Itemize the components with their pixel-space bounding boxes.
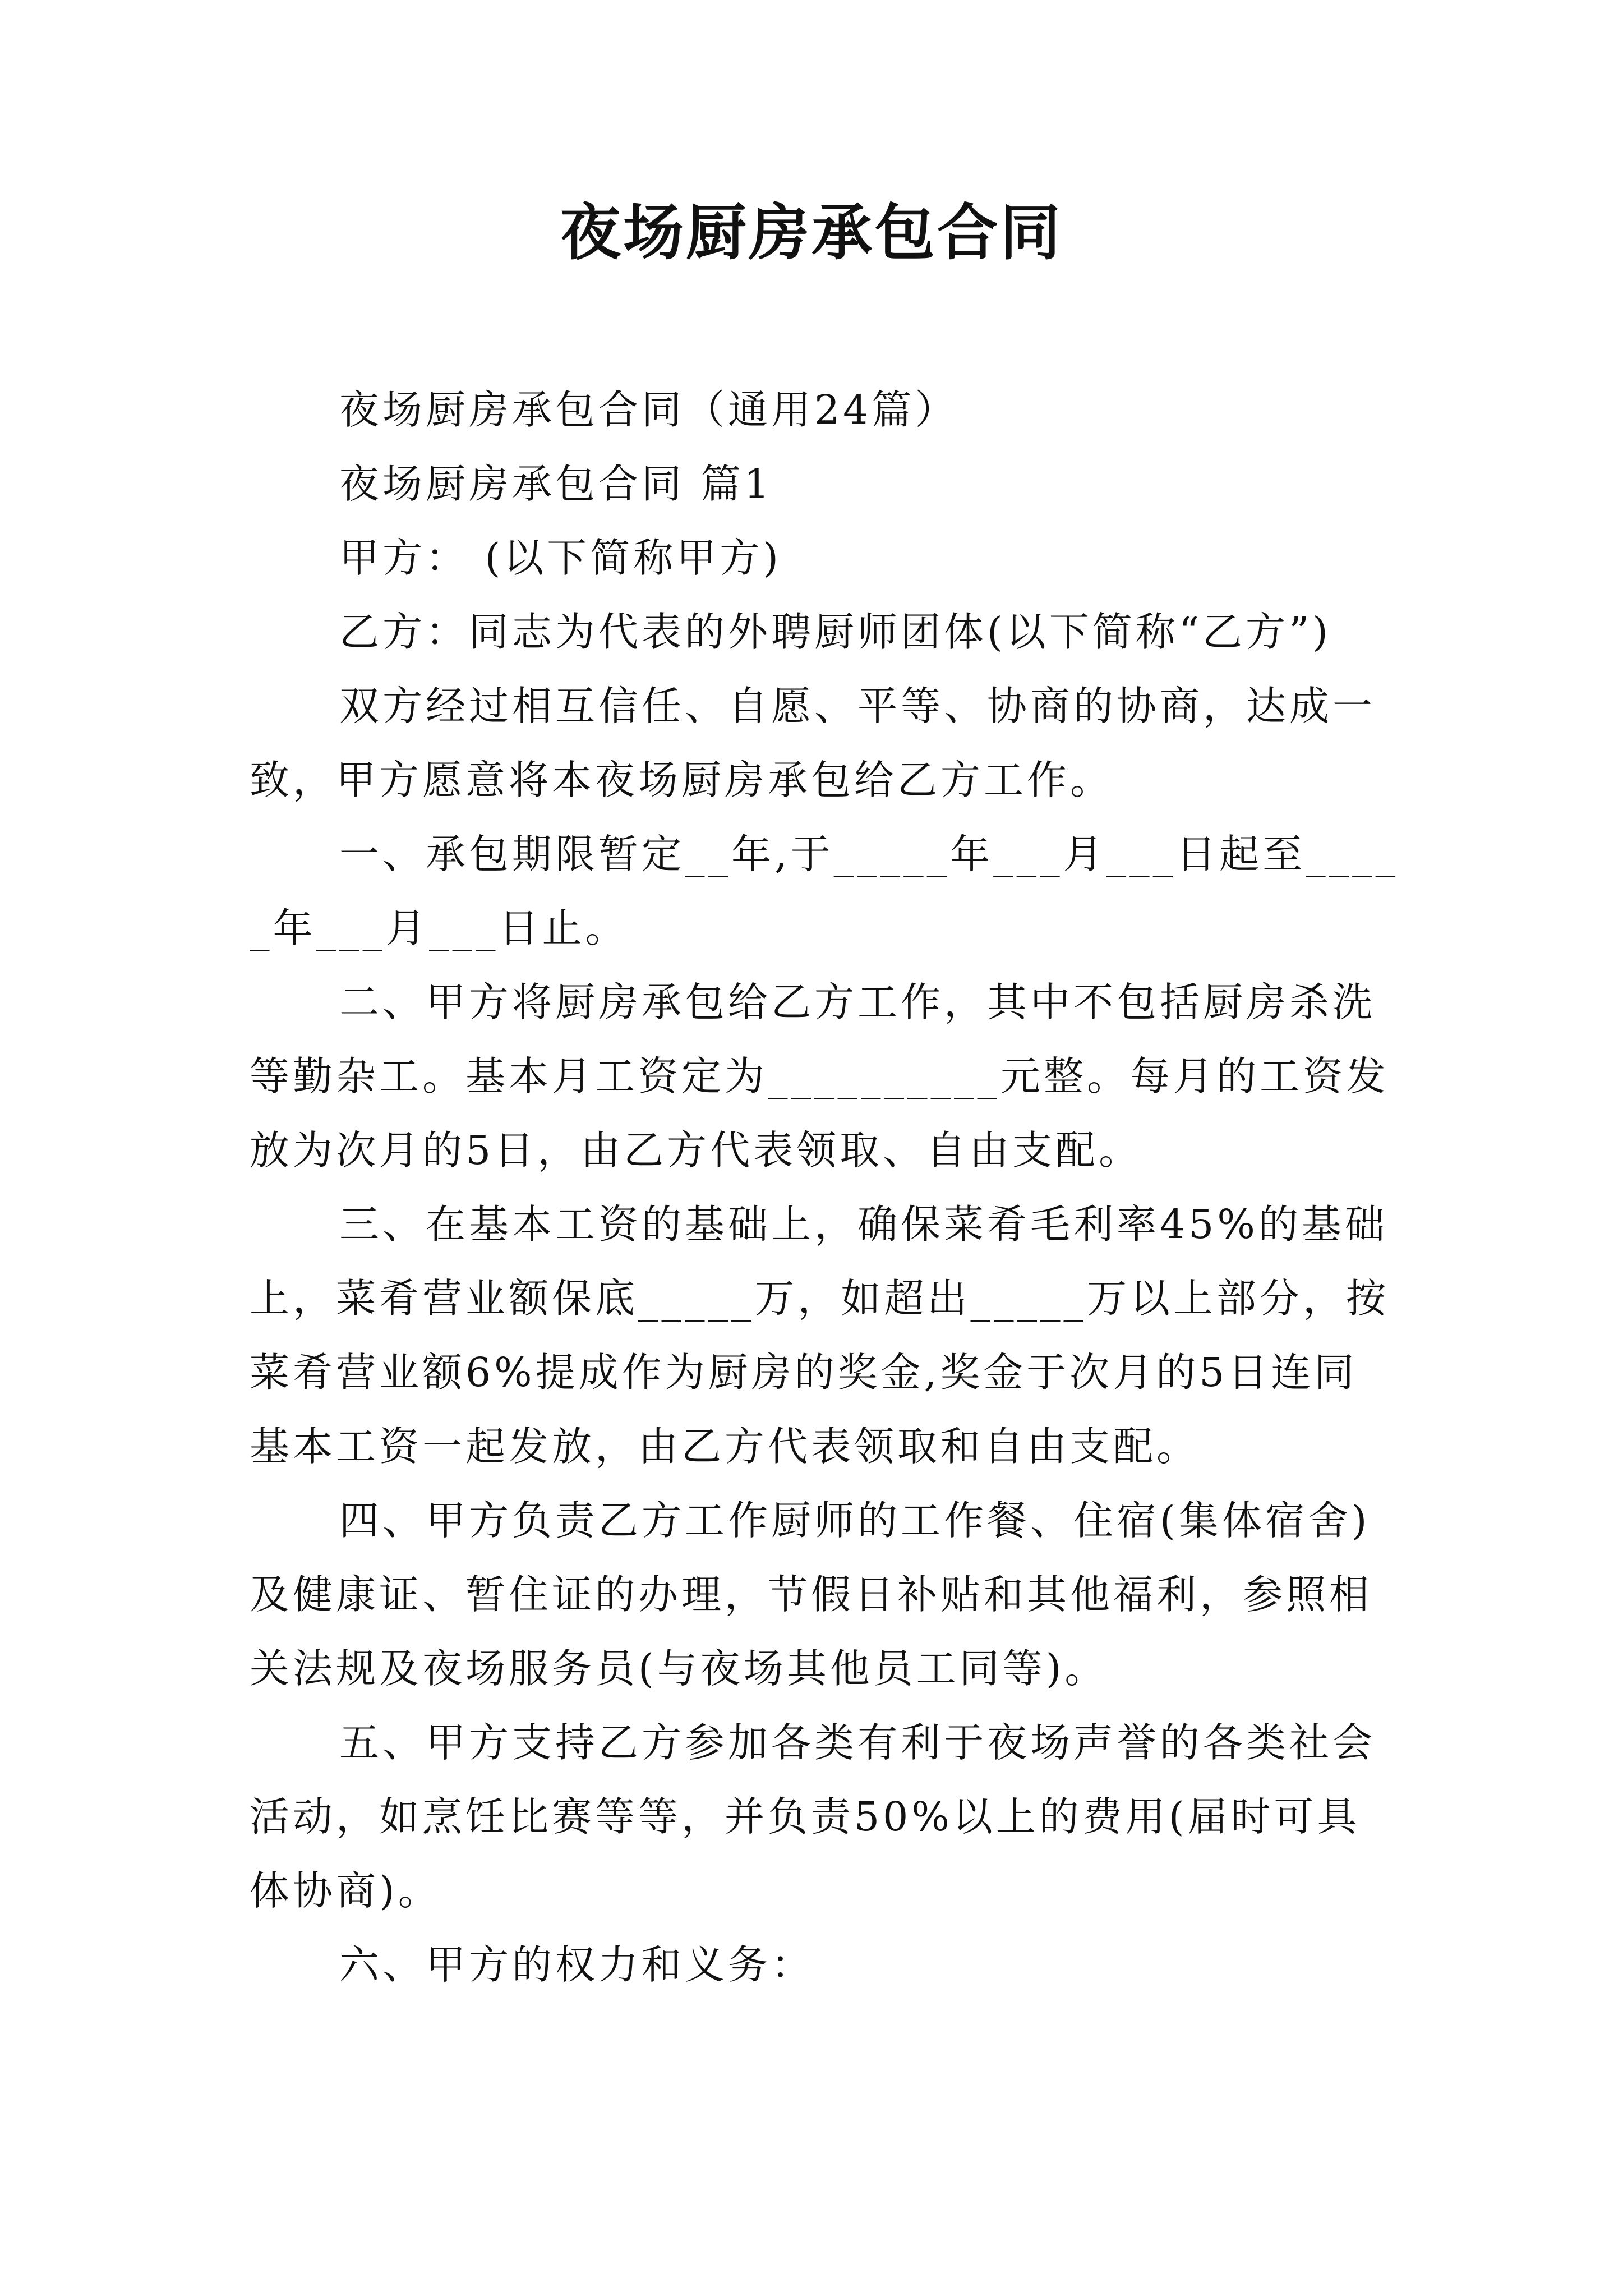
paragraph-subtitle: 夜场厨房承包合同（通用24篇） <box>339 386 958 433</box>
paragraph-clause-6: 六、甲方的权力和义务： <box>339 1941 815 1988</box>
document-body <box>250 373 1399 2002</box>
paragraph-agreement: 双方经过相互信任、自愿、平等、协商的协商，达成一致，甲方愿意将本夜场厨房承包给乙方工作。 <box>250 683 1376 803</box>
paragraph-section-heading: 夜场厨房承包合同 篇1 <box>339 461 773 507</box>
paragraph-party-b: 乙方：同志为代表的外聘厨师团体(以下简称“乙方”) <box>339 609 1331 655</box>
paragraph-party-a: 甲方： (以下简称甲方) <box>339 535 782 581</box>
document-title: 夜场厨房承包合同 <box>560 197 1063 268</box>
paragraph-clause-3: 三、在基本工资的基础上，确保菜肴毛利率45%的基础上，菜肴营业额保底_____万，如超出_____万以上部分，按菜肴营业额6%提成作为厨房的奖金,奖金于次月的5日连同基本工资一起发放，由乙方代表领取和自由支配。 <box>250 1201 1390 1470</box>
paragraph-clause-1: 一、承包期限暂定__年,于_____年___月___日起至_____年___月___日止。 <box>250 831 1399 951</box>
paragraph-clause-5: 五、甲方支持乙方参加各类有利于夜场声誉的各类社会活动，如烹饪比赛等等，并负责50%以上的费用(届时可具体协商)。 <box>250 1719 1376 1914</box>
paragraph-clause-2: 二、甲方将厨房承包给乙方工作，其中不包括厨房杀洗等勤杂工。基本月工资定为__________元整。每月的工资发放为次月的5日，由乙方代表领取、自由支配。 <box>250 979 1390 1174</box>
paragraph-clause-4: 四、甲方负责乙方工作厨师的工作餐、住宿(集体宿舍)及健康证、暂住证的办理，节假日补贴和其他福利，参照相关法规及夜场服务员(与夜场其他员工同等)。 <box>250 1497 1373 1692</box>
